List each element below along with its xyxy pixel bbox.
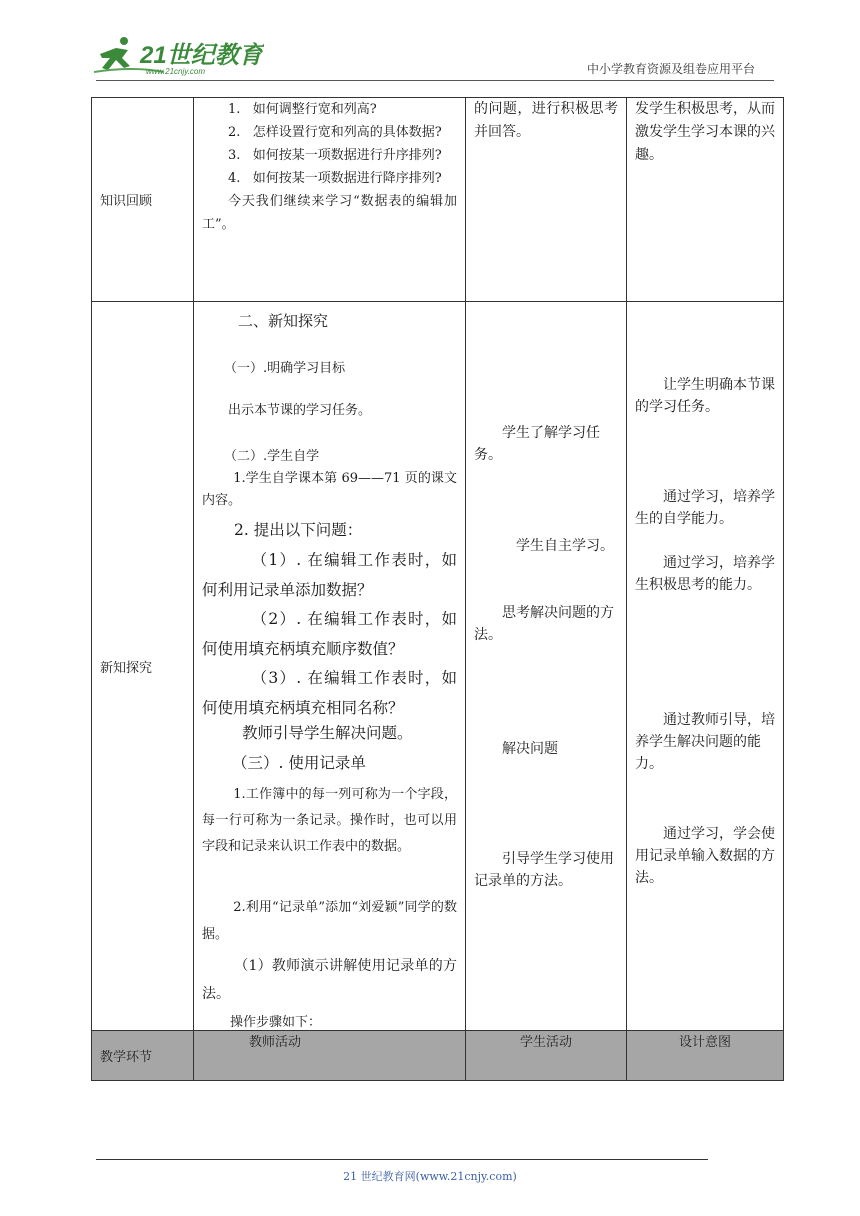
- student-activity-text: 学生自主学习。: [516, 538, 614, 554]
- logo-text: 21世纪教育: [140, 42, 263, 69]
- review-question: 2. 怎样设置行宽和列高的具体数据?: [228, 125, 442, 140]
- student-activity-cell: [466, 302, 627, 1031]
- design-intent-cell: [627, 302, 784, 1031]
- paragraph: 出示本节课的学习任务。: [228, 403, 372, 418]
- table-header-row: [92, 1031, 784, 1081]
- lesson-plan-table: [91, 97, 784, 1081]
- teacher-activity-cell: [194, 98, 466, 302]
- student-activity-text: 解决问题: [502, 741, 558, 757]
- site-logo: [94, 36, 264, 78]
- subsection-title: （二）.学生自学: [224, 449, 320, 464]
- student-activity-text: 的问题，进行积极思考并回答。: [474, 101, 618, 140]
- review-question: 1. 如何调整行宽和列高?: [228, 102, 377, 117]
- design-intent-text: 通过学习，学会使用记录单输入数据的方法。: [635, 826, 775, 886]
- stage-cell: [92, 302, 194, 1031]
- student-activity-text: 学生了解学习任务。: [474, 425, 600, 463]
- design-intent-text: 让学生明确本节课的学习任务。: [635, 377, 775, 415]
- paragraph: （1）教师演示讲解使用记录单的方法。: [202, 958, 457, 1002]
- paragraph: 操作步骤如下：: [230, 1015, 322, 1030]
- student-activity-cell: [466, 98, 627, 302]
- paragraph: 1.学生自学课本第 69——71 页的课文内容。: [202, 471, 457, 508]
- paragraph: 2. 提出以下问题：: [234, 521, 363, 539]
- column-header: 学生活动: [466, 1031, 627, 1081]
- design-intent-text: 发学生积极思考，从而激发学生学习本课的兴趣。: [635, 101, 775, 163]
- design-intent-text: 通过学习，培养学生积极思考的能力。: [635, 555, 775, 593]
- column-header: 教师活动: [194, 1031, 466, 1081]
- logo-url: www.21cnjy.com: [146, 67, 205, 76]
- question: （1）. 在编辑工作表时，如何利用记录单添加数据？: [202, 551, 457, 599]
- design-intent-cell: [627, 98, 784, 302]
- review-intro: 今天我们继续来学习“数据表的编辑加工”。: [202, 194, 457, 232]
- student-activity-text: 思考解决问题的方法。: [474, 605, 614, 643]
- teacher-activity-cell: [194, 302, 466, 1031]
- footer-text: 21 世纪教育网(www.21cnjy.com): [343, 1170, 517, 1183]
- table-row: [92, 302, 784, 1031]
- stage-label: 知识回顾: [100, 194, 153, 209]
- section-title: 二、新知探究: [238, 312, 329, 330]
- header-divider: [96, 80, 774, 81]
- stage-cell: [92, 98, 194, 302]
- stage-label: 新知探究: [100, 660, 153, 676]
- subsection-title: （一）.明确学习目标: [224, 361, 346, 376]
- paragraph: 2.利用“记录单”添加“刘爱颖”同学的数据。: [202, 900, 457, 942]
- platform-name: 中小学教育资源及组卷应用平台: [586, 62, 755, 76]
- design-intent-text: 通过学习，培养学生的自学能力。: [635, 489, 775, 527]
- paragraph: 教师引导学生解决问题。: [242, 724, 413, 742]
- table-row: [92, 98, 784, 302]
- question: （2）. 在编辑工作表时，如何使用填充柄填充顺序数值？: [202, 610, 457, 658]
- footer-divider: [96, 1159, 708, 1160]
- student-activity-text: 引导学生学习使用记录单的方法。: [474, 851, 614, 889]
- subsection-title: （三）. 使用记录单: [232, 754, 366, 772]
- design-intent-text: 通过教师引导，培养学生解决问题的能力。: [635, 712, 775, 772]
- question: （3）. 在编辑工作表时，如何使用填充柄填充相同名称？: [202, 669, 457, 717]
- review-question: 4. 如何按某一项数据进行降序排列?: [228, 171, 442, 186]
- review-question: 3. 如何按某一项数据进行升序排列?: [228, 148, 442, 163]
- column-header: 设计意图: [627, 1031, 784, 1081]
- column-header: 教学环节: [92, 1031, 194, 1081]
- paragraph: 1.工作簿中的每一列可称为一个字段，每一行可称为一条记录。操作时，也可以用字段和记录来认识工作表中的数据。: [202, 787, 457, 854]
